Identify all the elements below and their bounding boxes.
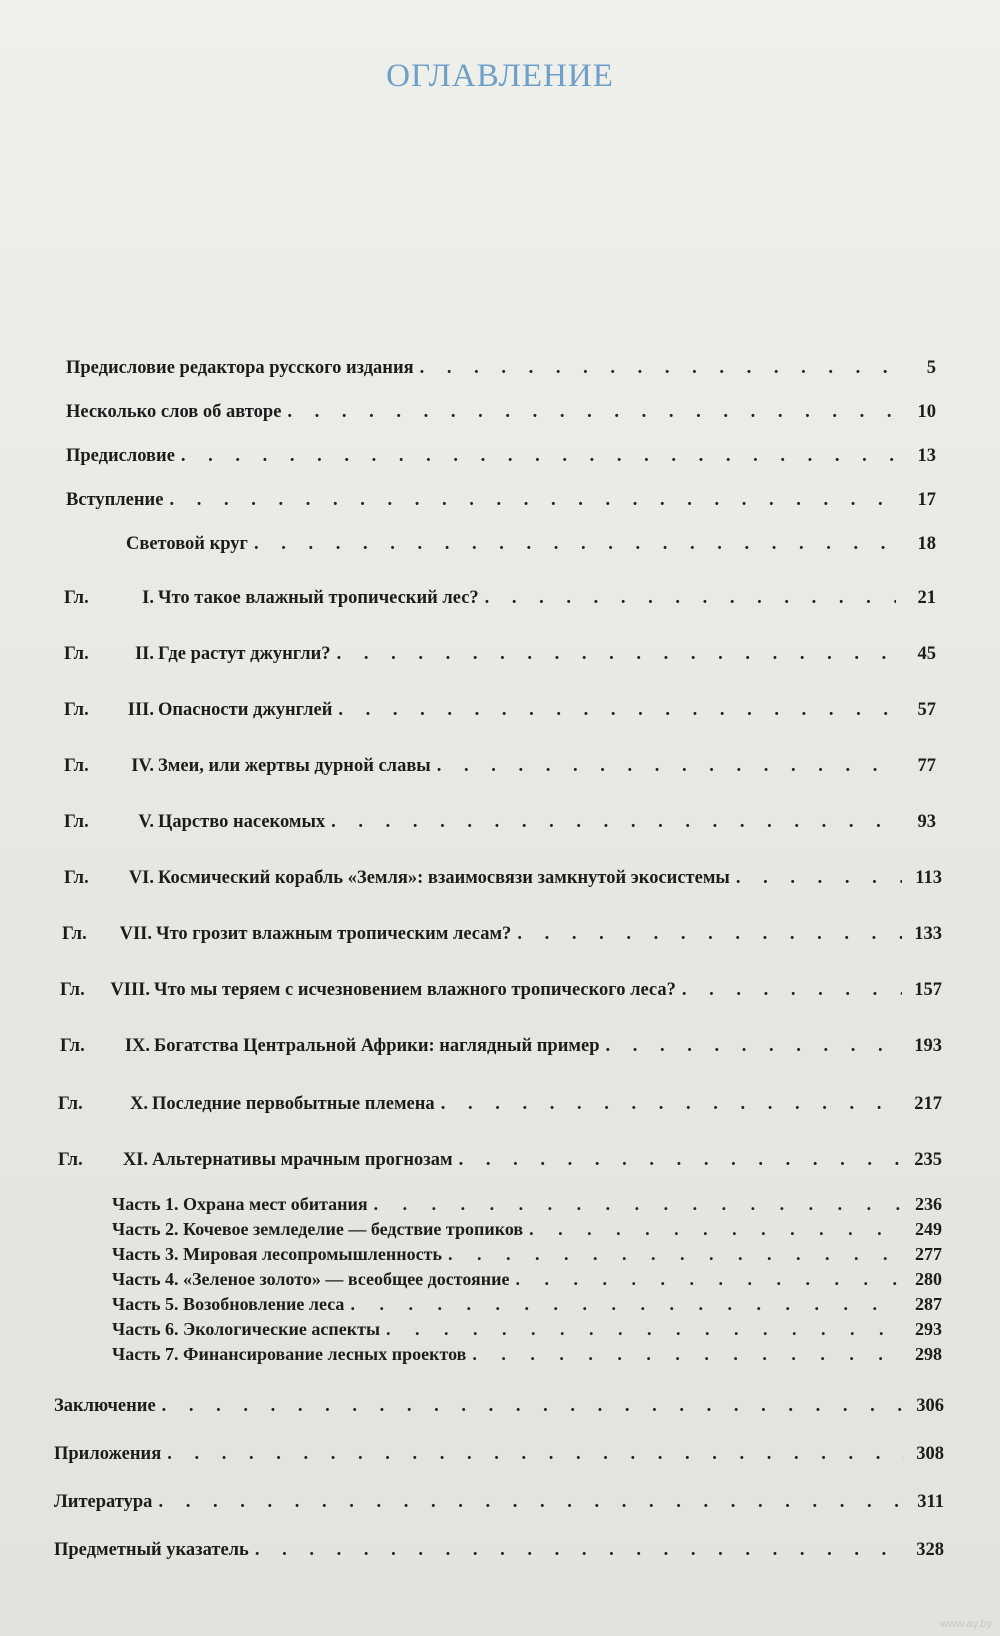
toc-page-number: 236 (915, 1194, 942, 1214)
toc-part-1 (112, 1194, 942, 1215)
toc-page-number: 217 (914, 1094, 942, 1114)
chapter-title: Где растут джунгли? (158, 644, 331, 664)
toc-chapter-8 (60, 980, 942, 1001)
dot-leader (736, 868, 902, 889)
part-title: Часть 6. Экологические аспекты (112, 1319, 381, 1339)
toc-page-number: 235 (914, 1150, 942, 1170)
toc-chapter-7 (62, 924, 942, 945)
toc-entry-preface (66, 446, 936, 467)
toc-entry-label: Предметный указатель (54, 1540, 249, 1560)
chapter-prefix: Гл. (64, 868, 89, 888)
chapter-prefix: Гл. (64, 644, 89, 664)
dot-leader (605, 1036, 902, 1057)
toc-page-number: 249 (915, 1219, 942, 1239)
chapter-title: Богатства Центральной Африки: наглядный пример (154, 1036, 600, 1056)
toc-entry-label: Предисловие (66, 446, 175, 466)
toc-chapter-2 (64, 644, 936, 665)
dot-leader (485, 588, 896, 609)
toc-page-number: 57 (917, 700, 936, 720)
toc-page-number: 77 (917, 756, 936, 776)
chapter-prefix: Гл. (60, 980, 85, 1000)
toc-entry-label: Несколько слов об авторе (66, 402, 282, 422)
chapter-number: VII. (119, 924, 152, 944)
chapter-title: Альтернативы мрачным прогнозам (152, 1150, 453, 1170)
toc-part-2 (112, 1219, 942, 1240)
toc-page-number: 298 (915, 1344, 942, 1364)
toc-page-number: 21 (917, 588, 936, 608)
toc-entry-introduction (66, 490, 936, 511)
dot-leader (181, 446, 896, 467)
dot-leader (517, 924, 902, 945)
chapter-prefix: Гл. (58, 1150, 83, 1170)
dot-leader (158, 1492, 904, 1513)
chapter-number: III. (127, 700, 154, 720)
chapter-prefix: Гл. (64, 756, 89, 776)
toc-entry-label: Приложения (54, 1444, 162, 1464)
page-title: ОГЛАВЛЕНИЕ (386, 58, 614, 94)
dot-leader (529, 1219, 902, 1240)
toc-page-number: 280 (915, 1269, 942, 1289)
chapter-title: Космический корабль «Земля»: взаимосвязи замкнутой экосистемы (158, 868, 730, 888)
toc-page-number: 93 (917, 812, 936, 832)
dot-leader (338, 700, 896, 721)
dot-leader (167, 1444, 904, 1465)
toc-page-number: 17 (917, 490, 936, 510)
toc-part-5 (112, 1294, 942, 1315)
toc-entry-appendices (54, 1444, 944, 1465)
toc-chapter-4 (64, 756, 936, 777)
chapter-number: IV. (131, 756, 154, 776)
chapter-number: V. (138, 812, 154, 832)
toc-page-number: 10 (917, 402, 936, 422)
dot-leader (472, 1344, 902, 1365)
chapter-prefix: Гл. (64, 812, 89, 832)
toc-page-number: 193 (914, 1036, 942, 1056)
dot-leader (437, 756, 896, 777)
toc-entry-label: Литература (54, 1492, 153, 1512)
toc-entry-light-circle (126, 534, 936, 555)
chapter-title: Что такое влажный тропический лес? (158, 588, 479, 608)
toc-chapter-9 (60, 1036, 942, 1057)
toc-page-number: 18 (917, 534, 936, 554)
part-title: Часть 2. Кочевое земледелие — бедствие тропиков (112, 1219, 524, 1239)
toc-page-number: 45 (917, 644, 936, 664)
dot-leader (254, 534, 896, 555)
toc-entry-label: Предисловие редактора русского издания (66, 358, 414, 378)
chapter-number: II. (134, 644, 154, 664)
dot-leader (448, 1244, 902, 1265)
dot-leader (255, 1540, 904, 1561)
toc-part-7 (112, 1344, 942, 1365)
chapter-prefix: Гл. (64, 588, 89, 608)
chapter-prefix: Гл. (62, 924, 87, 944)
toc-page-number: 293 (915, 1319, 942, 1339)
chapter-prefix: Гл. (58, 1094, 83, 1114)
part-title: Часть 1. Охрана мест обитания (112, 1194, 368, 1214)
dot-leader (682, 980, 902, 1001)
dot-leader (337, 644, 896, 665)
toc-page-number: 133 (914, 924, 942, 944)
dot-leader (162, 1396, 904, 1417)
toc-part-3 (112, 1244, 942, 1265)
dot-leader (331, 812, 896, 833)
dot-leader (441, 1094, 902, 1115)
chapter-number: IX. (124, 1036, 150, 1056)
toc-page-number: 5 (926, 358, 936, 378)
toc-page-number: 287 (915, 1294, 942, 1314)
toc-part-6 (112, 1319, 942, 1340)
toc-entry-literature (54, 1492, 944, 1513)
toc-chapter-11 (58, 1150, 942, 1171)
toc-part-4 (112, 1269, 942, 1290)
dot-leader (287, 402, 896, 423)
toc-entry-about-author (66, 402, 936, 423)
toc-entry-label: Вступление (66, 490, 164, 510)
chapter-number: VIII. (110, 980, 150, 1000)
dot-leader (459, 1150, 902, 1171)
toc-entry-label: Световой круг (126, 534, 248, 554)
toc-page-number: 306 (916, 1396, 944, 1416)
chapter-title: Змеи, или жертвы дурной славы (158, 756, 431, 776)
dot-leader (169, 490, 896, 511)
chapter-title: Последние первобытные племена (152, 1094, 435, 1114)
chapter-number: XI. (122, 1150, 148, 1170)
toc-entry-label: Заключение (54, 1396, 156, 1416)
dot-leader (350, 1294, 902, 1315)
watermark: www.ay.by (940, 1618, 992, 1630)
toc-page-number: 328 (916, 1540, 944, 1560)
chapter-title: Что мы теряем с исчезновением влажного тропического леса? (154, 980, 676, 1000)
toc-page-number: 311 (917, 1492, 944, 1512)
chapter-prefix: Гл. (60, 1036, 85, 1056)
chapter-title: Опасности джунглей (158, 700, 333, 720)
dot-leader (374, 1194, 902, 1215)
toc-entry-editor-preface (66, 358, 936, 379)
part-title: Часть 4. «Зеленое золото» — всеобщее достояние (112, 1269, 510, 1289)
toc-chapter-3 (64, 700, 936, 721)
part-title: Часть 3. Мировая лесопромышленность (112, 1244, 442, 1264)
toc-page-number: 308 (916, 1444, 944, 1464)
toc-chapter-6 (64, 868, 942, 889)
toc-chapter-1 (64, 588, 936, 609)
part-title: Часть 5. Возобновление леса (112, 1294, 345, 1314)
chapter-title: Царство насекомых (158, 812, 326, 832)
chapter-title: Что грозит влажным тропическим лесам? (156, 924, 512, 944)
toc-page-number: 13 (917, 446, 936, 466)
toc-chapter-5 (64, 812, 936, 833)
toc-entry-subject-index (54, 1540, 944, 1561)
dot-leader (386, 1319, 902, 1340)
chapter-number: I. (142, 588, 154, 608)
chapter-number: X. (130, 1094, 148, 1114)
dot-leader (516, 1269, 903, 1290)
toc-chapter-10 (58, 1094, 942, 1115)
toc-page-number: 157 (914, 980, 942, 1000)
toc-page-number: 113 (915, 868, 942, 888)
toc-entry-conclusion (54, 1396, 944, 1417)
dot-leader (420, 358, 896, 379)
chapter-number: VI. (128, 868, 154, 888)
chapter-prefix: Гл. (64, 700, 89, 720)
toc-page-number: 277 (915, 1244, 942, 1264)
part-title: Часть 7. Финансирование лесных проектов (112, 1344, 467, 1364)
